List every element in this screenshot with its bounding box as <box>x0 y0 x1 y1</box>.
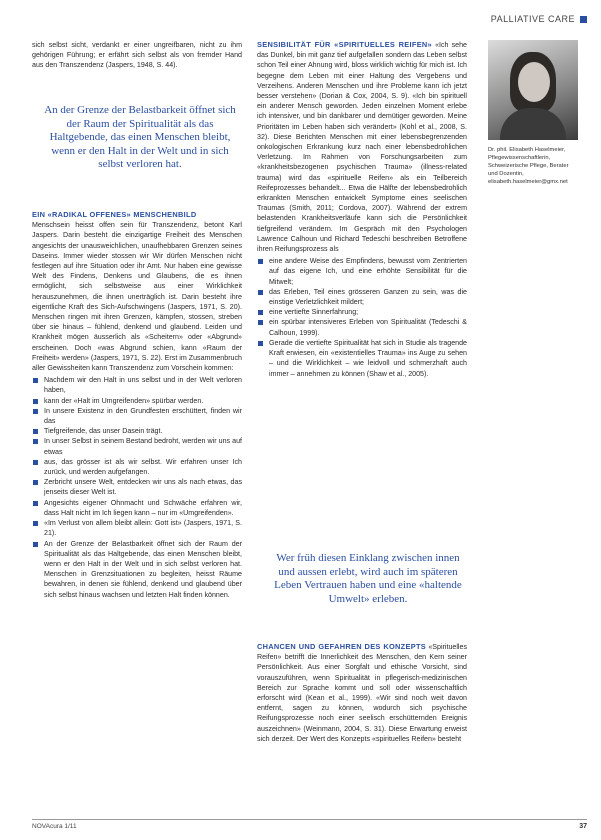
left-intro-text: sich selbst sicht, verdankt er einer ungreifbaren, nicht zu ihm gehörigen Führung; er erfährt sich selbst als von fremder Hand aus den Transzendenz (Jaspers, 1948, S. 44). <box>32 41 242 70</box>
bullet-list <box>32 375 242 599</box>
author-box <box>488 40 578 186</box>
author-photo <box>488 40 578 140</box>
pull-quote-2: Wer früh diesen Einklang zwischen innen und aussen erlebt, wird auch im späteren Leben Vertrauen haben und eine «haltende Umwelt» erleben. <box>274 552 462 605</box>
section-paragraph <box>257 642 467 744</box>
list-item: das Erleben, Teil eines grösseren Ganzen zu sein, was die einstige Verletzlichkeit mildert; <box>257 287 467 307</box>
section-body: «Spirituelles Reifen» betrifft die Innerlichkeit des Menschen, den Kern seiner Persönlichkeit. Aus einer Sorgfalt und ethische Vorsicht, sind vorauszuführen, wenn Spiritualität in pflegerisch-medizinischen Bereich zur Sprache kommt und soll oder wissenschaftlich erforscht wird (Kean et al., 1999). «Wir sind noch weit davon entfernt, sagen zu können, wodurch sich psychische Reifungsprozesse noch einer seelisch erschütternden Ereignis auszeichnen» (Weinmann, 2004, S. 31). Diese Erwartung erweist sich derzeit. Der Wert des Konzepts «spirituelles Reifen» besteht <box>257 643 467 743</box>
list-item: ein spürbar intensiveres Erleben von Spiritualität (Tedeschi & Calhoun, 1999). <box>257 317 467 337</box>
list-item: Angesichts eigener Ohnmacht und Schwäche erfahren wir, dass Halt nicht im Ich liegen kann – nur im «Umgreifenden». <box>32 498 242 518</box>
footer-publication: NOVAcura 1/11 <box>32 823 77 830</box>
section-paragraph <box>257 40 467 254</box>
section-title: EIN «RADIKAL OFFENES» MENSCHENBILD <box>32 210 197 219</box>
pull-quote-1: An der Grenze der Belastbarkeit öffnet sich der Raum der Spiritualität als das Haltgebende, das einen Menschen bleibt, wenn er den Halt in der Welt und in sich selbst verloren hat. <box>44 104 236 170</box>
section-title: CHANCEN UND GEFAHREN DES KONZEPTS <box>257 642 427 651</box>
bullet-list <box>257 256 467 378</box>
list-item: kann der «Halt im Umgreifenden» spürbar werden. <box>32 396 242 406</box>
list-item: In unsere Existenz in den Grundfesten erschüttert, finden wir das <box>32 406 242 426</box>
section-body: Menschsein heisst offen sein für Transzendenz, betont Karl Jaspers. Darin besteht die einzigartige Freiheit des Menschen angesichts der unausweichlichen, unaufhebbaren Grenzen seines Daseins. Immer wieder stossen wir Wir dürfen Menschen nicht festlegen auf ihre Situation oder ihr Amt. Nur haben eine gewisse Welt des Findens, Denkens und Glaubens, die es ihnen ermöglicht, sich selbstweise aus einer Wirklichkeit herauszunehmen, die ihnen unerträglich ist. Darin besteht ihre eigentliche Kraft des Sich-Aufschwingens (Jaspers, 1971, S. 20). Menschen ringen mit ihren Grenzen, kämpfen, stossen, streben über sie hinaus – fühlend, denkend und glaubend. Leiden und Krankheit mögen äusserlich als «Scheitern» oder «Abgrund» erscheinen. Doch «was Abgrund schien, kann «Raum der Freiheit» werden» (Jaspers, 1971, S. 22). Erst im Zusammenbruch aller Gewissheiten kann Transzendenz zum Vorschein kommen: <box>32 221 242 373</box>
section-spirituelles-reifen <box>257 40 467 379</box>
section-menschenbild <box>32 210 242 600</box>
list-item: «Im Verlust von allem bleibt allein: Gott ist» (Jaspers, 1971, S. 21). <box>32 518 242 538</box>
section-body: «Ich sehe das Dunkel, bin mit ganz tief aufgefallen sondern das Leben selbst schon Teil einer Ahnung wird, bloss wirklich wichtig für mich ist. Ich begegne dem Leben mit einer Haltung des Vergebens und Verzeihens. Anderen Menschen und ihre Probleme kann ich jetzt besser verstehen» (Dorian & Cox, 2004, S. 9). «Ich bin spirituell ein anderer Mensch geworden. Jeden einzelnen Moment erlebe ich intensiver, und bin dankbarer und demütiger geworden. Meine Prioritäten im Leben haben sich verändert» (Kohl et al., 2008, S. 32). Diese Berichten Menschen mit einer lebensbegrenzenden onkologischen Erkrankung kurz nach einer lebensbedrohlichen Verletzung. Im Rahmen von Forschungsarbeiten zum «krankheitsbezogenen psychischen Trauma» (illness-related trauma) wird das «spirituelle Reifen» als ein Teilbereich Reifeprozesses behandelt... Etwa die Hälfte der lebensbedrohlich erkrankten Menschen entwickelt Symptome eines seelischen Traumas (Smith, 2011; Cordova, 2007). Während der extrem belastenden Krankheitsverläufe kann sich die Persönlichkeit tiefgreifend verändern. Im Gespräch mit den Psychologen Lawrence Calhoun und Richard Tedeschi beschreiben Betroffene ihren Reifungsprozess als <box>257 41 467 254</box>
list-item: Gerade die vertiefte Spiritualität hat sich in Studie als tragende Kraft erwiesen, ein «existentielles Trauma» ins Auge zu sehen – und die Wirklichkeit – wie leidvoll und schmerzhaft auch immer – annehmen zu können (Shaw et al., 2005). <box>257 338 467 379</box>
list-item: Tiefgreifende, das unser Dasein trägt. <box>32 426 242 436</box>
section-header <box>491 14 587 24</box>
section-title: SENSIBILITÄT FÜR «SPIRITUELLES REIFEN» <box>257 40 432 49</box>
list-item: Zerbricht unsere Welt, entdecken wir uns als nach etwas, das jenseits dieser Welt ist. <box>32 477 242 497</box>
section-header-label: PALLIATIVE CARE <box>490 14 575 24</box>
photo-caption: Dr. phil. Elisabeth Haselmeier, Pflegewissenschaftlerin, Schweizerische Pflege, Berater und Dozentin, elisabeth.haselmeier@gmx.net <box>488 147 569 185</box>
page-number: 37 <box>579 823 587 830</box>
footer-rule <box>32 819 587 820</box>
list-item: eine andere Weise des Empfindens, bewusst vom Zentrierten auf das eigene Ich, und eine erhöhte Sensibilität für die Mitwelt; <box>257 256 467 287</box>
section-chancen <box>257 642 467 744</box>
list-item: eine vertiefte Sinnerfahrung; <box>257 307 467 317</box>
header-square-icon <box>580 16 587 23</box>
list-item: Nachdem wir den Halt in uns selbst und in der Welt verloren haben, <box>32 375 242 395</box>
left-column-intro <box>32 40 242 71</box>
list-item: An der Grenze der Belastbarkeit öffnet sich der Raum der Spiritualität als das Haltgebende, das einen Menschen bleibt, wenn er den Halt in der Welt und in sich selbst verloren hat. Menschen in Grenzsituationen zu begleiten, heisst Räume bewahren, in denen sie fühlend, denkend und glaubend über sich selbst hinaus wachsen und letzten Halt finden können. <box>32 539 242 600</box>
list-item: In unser Selbst in seinem Bestand bedroht, werden wir uns auf etwas <box>32 436 242 456</box>
list-item: aus, das grösser ist als wir selbst. Wir erfahren unser Ich zurück, und werden aufgefangen. <box>32 457 242 477</box>
